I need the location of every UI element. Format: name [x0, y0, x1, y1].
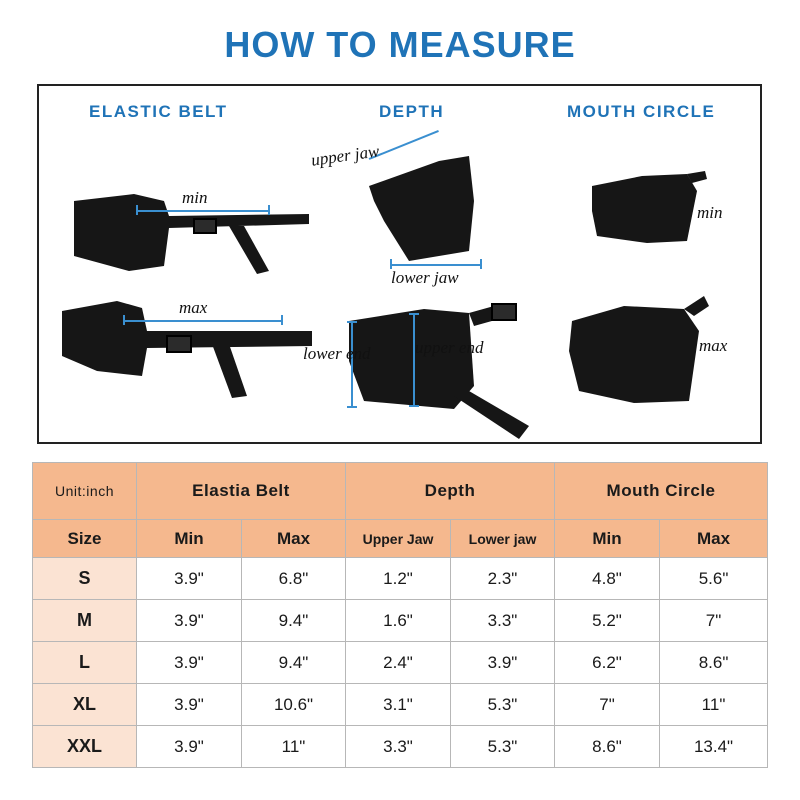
lower-jaw-label: lower jaw — [391, 268, 459, 287]
subheader-upper-jaw: Upper Jaw — [346, 520, 451, 558]
muzzle-depth-jaw-image — [369, 141, 499, 261]
section-heading-depth: DEPTH — [379, 102, 445, 121]
group-header-mouth-circle: Mouth Circle — [555, 463, 768, 520]
table-subheader-row — [33, 520, 768, 558]
lower-end-cap-top — [347, 321, 357, 323]
section-heading-mouth-circle: MOUTH CIRCLE — [567, 102, 716, 121]
unit-label: Unit:inch — [33, 463, 137, 520]
value-cell: 8.6" — [555, 726, 660, 768]
page-title: HOW TO MEASURE — [224, 24, 576, 65]
size-cell: M — [33, 600, 137, 642]
size-chart-table — [32, 462, 768, 768]
belt-min-label: min — [182, 188, 208, 207]
value-cell: 7" — [555, 684, 660, 726]
size-cell: XXL — [33, 726, 137, 768]
muzzle-depth-end-image — [344, 291, 544, 441]
upper-end-measure-line — [413, 314, 415, 406]
subheader-belt-min: Min — [137, 520, 242, 558]
belt-max-label: max — [179, 298, 208, 317]
value-cell: 7" — [660, 600, 768, 642]
lower-jaw-measure-line — [391, 264, 481, 266]
value-cell: 3.9" — [137, 684, 242, 726]
value-cell: 3.3" — [451, 600, 555, 642]
subheader-mouth-max: Max — [660, 520, 768, 558]
value-cell: 3.3" — [346, 726, 451, 768]
lower-jaw-cap-right — [480, 259, 482, 269]
size-rows — [33, 558, 768, 768]
belt-min-cap-right — [268, 205, 270, 215]
lower-end-cap-bottom — [347, 406, 357, 408]
upper-end-label: upper end — [415, 338, 484, 357]
value-cell: 10.6" — [242, 684, 346, 726]
value-cell: 5.3" — [451, 684, 555, 726]
muzzle-mouth-min-image — [587, 171, 707, 251]
mouth-max-label: max — [699, 336, 728, 355]
value-cell: 5.3" — [451, 726, 555, 768]
upper-jaw-label: upper jaw — [309, 141, 381, 170]
size-cell: L — [33, 642, 137, 684]
value-cell: 2.4" — [346, 642, 451, 684]
table-row — [33, 684, 768, 726]
belt-max-cap-left — [123, 315, 125, 325]
table-row — [33, 600, 768, 642]
value-cell: 3.1" — [346, 684, 451, 726]
size-column-header: Size — [33, 520, 137, 558]
value-cell: 1.6" — [346, 600, 451, 642]
value-cell: 13.4" — [660, 726, 768, 768]
value-cell: 9.4" — [242, 600, 346, 642]
value-cell: 4.8" — [555, 558, 660, 600]
value-cell: 5.6" — [660, 558, 768, 600]
value-cell: 9.4" — [242, 642, 346, 684]
table-row — [33, 726, 768, 768]
value-cell: 5.2" — [555, 600, 660, 642]
size-cell: XL — [33, 684, 137, 726]
value-cell: 11" — [660, 684, 768, 726]
value-cell: 3.9" — [137, 642, 242, 684]
upper-end-cap-bottom — [409, 405, 419, 407]
value-cell: 3.9" — [137, 600, 242, 642]
subheader-mouth-min: Min — [555, 520, 660, 558]
section-heading-elastic-belt: ELASTIC BELT — [89, 102, 228, 121]
value-cell: 2.3" — [451, 558, 555, 600]
table-header-row — [33, 463, 768, 520]
group-header-elastic-belt: Elastia Belt — [137, 463, 346, 520]
belt-min-measure-line — [137, 210, 269, 212]
muzzle-mouth-max-image — [564, 291, 714, 411]
table-row — [33, 642, 768, 684]
lower-end-label: lower end — [303, 344, 371, 363]
lower-end-measure-line — [351, 322, 353, 407]
value-cell: 6.8" — [242, 558, 346, 600]
subheader-lower-jaw: Lower jaw — [451, 520, 555, 558]
group-header-depth: Depth — [346, 463, 555, 520]
value-cell: 1.2" — [346, 558, 451, 600]
table-row — [33, 558, 768, 600]
value-cell: 6.2" — [555, 642, 660, 684]
belt-min-cap-left — [136, 205, 138, 215]
measure-diagram-panel — [37, 84, 762, 444]
value-cell: 11" — [242, 726, 346, 768]
value-cell: 3.9" — [137, 726, 242, 768]
mouth-min-label: min — [697, 203, 723, 222]
value-cell: 8.6" — [660, 642, 768, 684]
belt-max-measure-line — [124, 320, 282, 322]
value-cell: 3.9" — [137, 558, 242, 600]
size-cell: S — [33, 558, 137, 600]
value-cell: 3.9" — [451, 642, 555, 684]
subheader-belt-max: Max — [242, 520, 346, 558]
belt-max-cap-right — [281, 315, 283, 325]
upper-end-cap-top — [409, 313, 419, 315]
